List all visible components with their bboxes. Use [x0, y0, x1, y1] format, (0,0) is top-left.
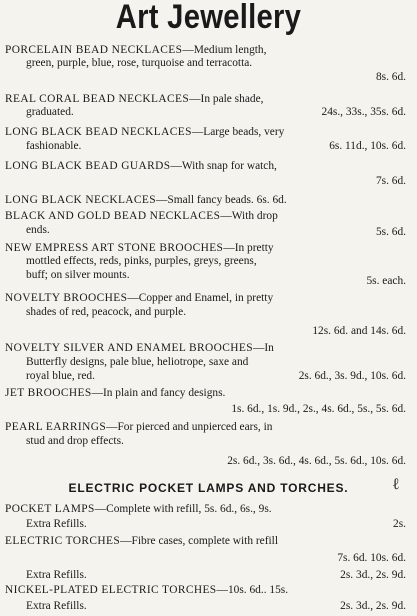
item-price: 7s. 6d. 10s. 6d. — [337, 552, 406, 564]
item-price: 2s. 6d., 3s. 6d., 4s. 6d., 5s. 6d., 10s. 6d. — [227, 455, 406, 467]
item-pearl-earrings — [5, 421, 272, 434]
item-name: NOVELTY SILVER AND ENAMEL BROOCHES — [5, 342, 253, 354]
lamp-electric-torches — [5, 535, 278, 548]
item-long-black-bead-guards — [5, 160, 277, 173]
item-desc: —In pretty — [223, 242, 274, 254]
item-price: 1s. 6d., 1s. 9d., 2s., 4s. 6d., 5s., 5s. 6d. — [231, 403, 406, 415]
item-price: 12s. 6d. and 14s. 6d. — [312, 325, 406, 337]
item-novelty-brooches — [5, 292, 273, 305]
item-desc: —10s. 6d.. 15s. — [216, 584, 289, 596]
item-name: LONG BLACK NECKLACES — [5, 194, 157, 206]
item-desc: —For pierced and unpierced ears, in — [106, 421, 273, 433]
lamp-pocket-lamps — [5, 503, 272, 516]
item-price: 5s. each. — [366, 275, 406, 287]
item-name: JET BROOCHES — [5, 387, 92, 399]
item-desc-line: Butterfly designs, pale blue, heliotrope, saxe and — [26, 356, 249, 368]
item-long-black-bead-necklaces — [5, 126, 284, 139]
item-desc: —Large beads, very — [191, 126, 285, 138]
refill-price: 2s. 3d., 2s. 9d. — [340, 600, 406, 612]
section-heading: ELECTRIC POCKET LAMPS AND TORCHES. — [68, 481, 349, 495]
item-name: POCKET LAMPS — [5, 503, 95, 515]
item-black-and-gold — [5, 210, 278, 223]
item-name: NOVELTY BROOCHES — [5, 292, 128, 304]
page-title: Art Jewellery — [115, 0, 302, 36]
item-jet-brooches — [5, 387, 225, 400]
item-name: BLACK AND GOLD BEAD NECKLACES — [5, 210, 221, 222]
refill-label: Extra Refills. — [26, 518, 87, 530]
item-desc-line: graduated. — [26, 106, 74, 118]
item-desc-line: royal blue, red. — [26, 370, 95, 382]
item-desc: —Complete with refill, 5s. 6d., 6s., 9s. — [94, 503, 272, 515]
item-desc-line: shades of red, peacock, and purple. — [26, 306, 187, 318]
item-desc: —Copper and Enamel, in pretty — [127, 292, 274, 304]
item-desc: —With snap for watch, — [170, 160, 277, 172]
item-real-coral — [5, 93, 263, 106]
item-price: 8s. 6d. — [375, 71, 406, 83]
item-desc-line: buff; on silver mounts. — [26, 269, 130, 281]
item-desc: —With drop — [220, 210, 278, 222]
item-price: 5s. 6d. — [375, 226, 406, 238]
item-name: NEW EMPRESS ART STONE BROOCHES — [5, 242, 224, 254]
item-name: PEARL EARRINGS — [5, 421, 107, 433]
item-name: NICKEL-PLATED ELECTRIC TORCHES — [5, 584, 217, 596]
item-desc: —Small fancy beads. 6s. 6d. — [156, 194, 287, 206]
lamp-nickel-plated-torches — [5, 584, 288, 597]
item-desc: —In pale shade, — [189, 93, 264, 105]
item-desc-line: ends. — [26, 224, 50, 236]
refill-price: 2s. — [393, 518, 406, 530]
item-desc: —In — [252, 342, 274, 354]
item-novelty-silver-brooches — [5, 342, 274, 355]
item-desc-line: fashionable. — [26, 140, 82, 152]
item-name: REAL CORAL BEAD NECKLACES — [5, 93, 190, 105]
pencil-mark-icon: ℓ — [392, 476, 400, 493]
item-empress-brooches — [5, 242, 274, 255]
item-name: ELECTRIC TORCHES — [5, 535, 121, 547]
item-desc: —Medium length, — [182, 44, 267, 56]
item-porcelain — [5, 44, 266, 57]
item-price: 24s., 33s., 35s. 6d. — [321, 106, 406, 118]
item-long-black-necklaces — [5, 194, 287, 207]
item-name: PORCELAIN BEAD NECKLACES — [5, 44, 183, 56]
item-price: 6s. 11d., 10s. 6d. — [329, 140, 406, 152]
item-desc-line: stud and drop effects. — [26, 435, 124, 447]
item-price: 7s. 6d. — [375, 175, 406, 187]
refill-price: 2s. 3d., 2s. 9d. — [340, 569, 406, 581]
item-desc: —Fibre cases, complete with refill — [120, 535, 278, 547]
item-desc-line: green, purple, blue, rose, turquoise and terracotta. — [26, 57, 253, 69]
item-name: LONG BLACK BEAD GUARDS — [5, 160, 171, 172]
item-desc-line: mottled effects, reds, pinks, purples, greys, greens, — [26, 255, 257, 267]
item-name: LONG BLACK BEAD NECKLACES — [5, 126, 192, 138]
item-price: 2s. 6d., 3s. 9d., 10s. 6d. — [298, 370, 406, 382]
refill-label: Extra Refills. — [26, 569, 87, 581]
item-desc: —In plain and fancy designs. — [91, 387, 226, 399]
refill-label: Extra Refills. — [26, 600, 87, 612]
